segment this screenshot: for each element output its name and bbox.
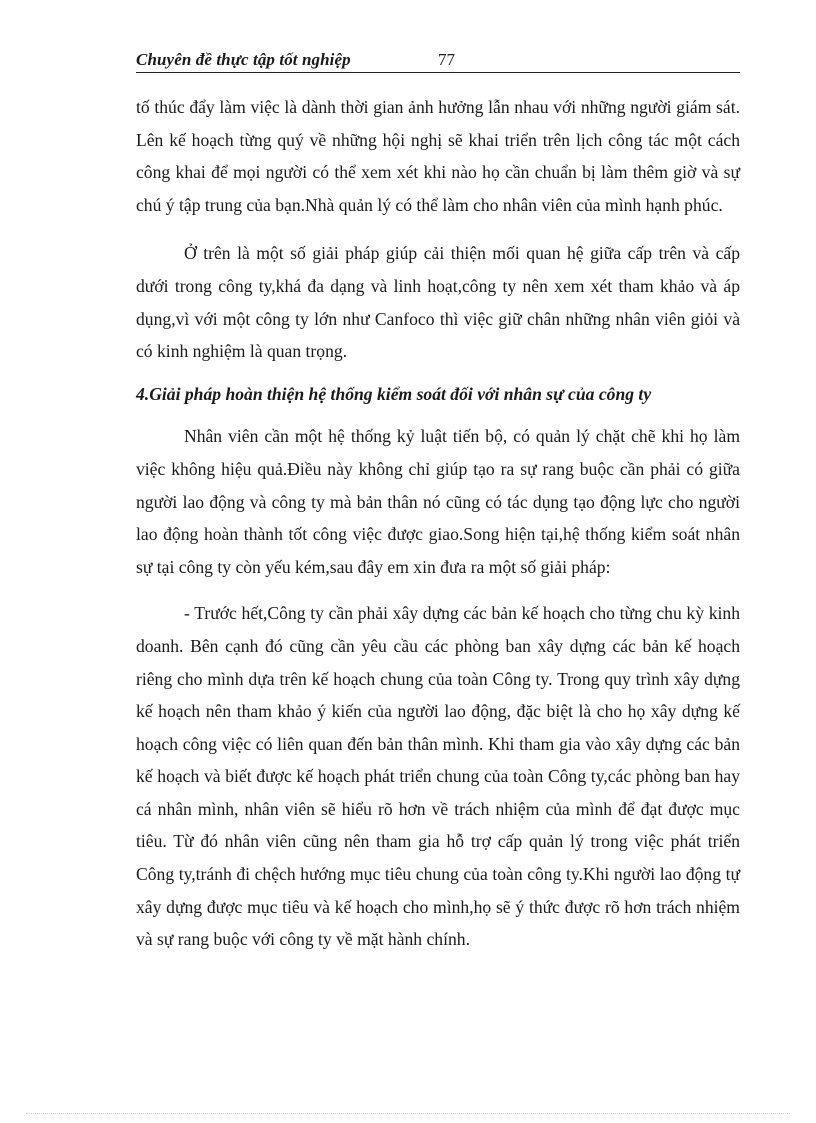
page-header — [136, 48, 740, 73]
document-body — [136, 91, 740, 956]
section-heading: 4.Giải pháp hoàn thiện hệ thống kiểm soát đối với nhân sự của công ty — [136, 383, 652, 404]
paragraph-intro: Nhân viên cần một hệ thống kỷ luật tiến bộ, có quản lý chặt chẽ khi họ làm việc không hiệu quả.Điều này không chỉ giúp tạo ra sự rang buộc cần phải có giữa người lao động và công ty mà bản thân nó cũng có tác dụng tạo động lực cho người lao động hoàn thành tốt công việc được giao.Song hiện tại,hệ thống kiểm soát nhân sự tại công ty còn yếu kém,sau đây em xin đưa ra một số giải pháp: — [136, 426, 740, 577]
page-number: 77 — [438, 50, 455, 69]
paragraph-continuation: tố thúc đẩy làm việc là dành thời gian ảnh hưởng lẫn nhau với những người giám sát. Lên kế hoạch từng quý về những hội nghị sẽ khai triển trên lịch công tác một cách công khai để mọi người có thể xem xét khi nào họ cần chuẩn bị làm thêm giờ và sự chú ý tập trung của bạn.Nhà quản lý có thể làm cho nhân viên của mình hạnh phúc. — [136, 97, 740, 215]
footer-divider — [26, 1113, 790, 1114]
header-title: Chuyên đề thực tập tốt nghiệp — [136, 50, 351, 69]
paragraph-solution-1: - Trước hết,Công ty cần phải xây dựng các bản kế hoạch cho từng chu kỳ kinh doanh. Bên cạnh đó cũng cần yêu cầu các phòng ban xây dựng các bản kế hoạch riêng cho mình dựa trên kế hoạch chung của toàn Công ty. Trong quy trình xây dựng kế hoạch nên tham khảo ý kiến của người lao động, đặc biệt là cho họ xây dựng kế hoạch công việc có liên quan đến bản thân mình. Khi tham gia vào xây dựng các bản kế hoạch và biết được kế hoạch phát triển chung của toàn Công ty,các phòng ban hay cá nhân mình, nhân viên sẽ hiểu rõ hơn về trách nhiệm của mình để đạt được mục tiêu. Từ đó nhân viên cũng nên tham gia hỗ trợ cấp quản lý trong việc phát triển Công ty,tránh đi chệch hướng mục tiêu chung của toàn công ty.Khi người lao động tự xây dựng được mục tiêu và kế hoạch cho mình,họ sẽ ý thức được rõ hơn trách nhiệm và sự rang buộc với công ty về mặt hành chính. — [136, 603, 740, 950]
paragraph-summary: Ở trên là một số giải pháp giúp cải thiện mối quan hệ giữa cấp trên và cấp dưới trong công ty,khá đa dạng và linh hoạt,công ty nên xem xét tham khảo và áp dụng,vì với một công ty lớn như Canfoco thì việc giữ chân những nhân viên giỏi và có kinh nghiệm là quan trọng. — [136, 243, 740, 362]
